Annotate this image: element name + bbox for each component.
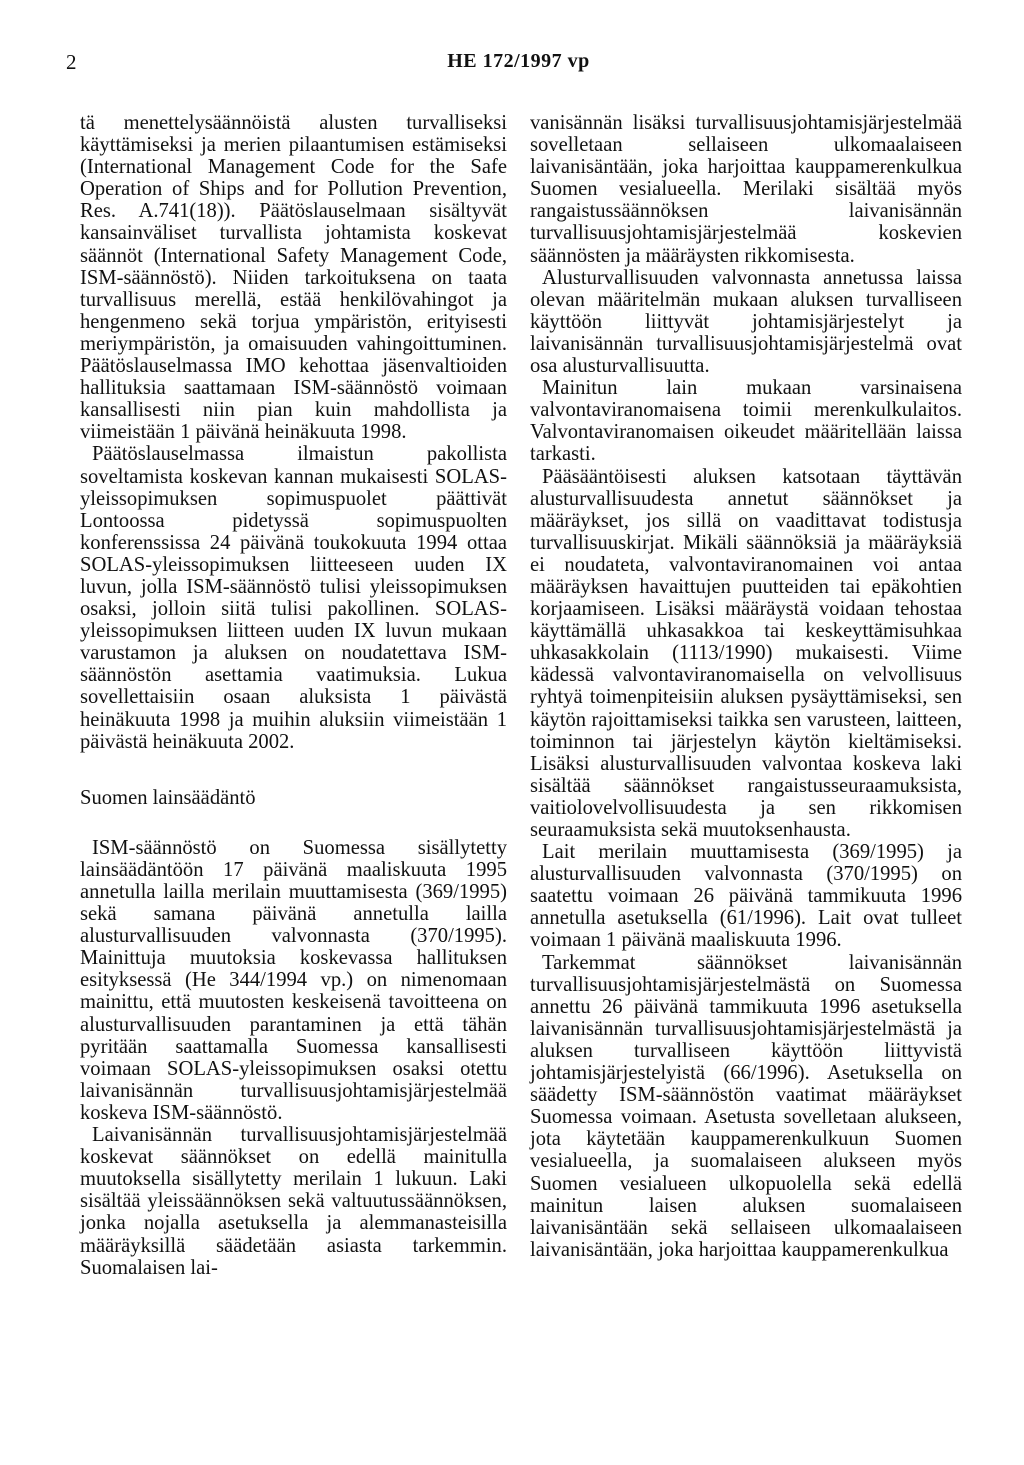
paragraph: vanisännän lisäksi turvallisuusjohtamisjärjestelmää sovelletaan sellaiseen ulkomaalaiseen laivanisäntään, joka harjoittaa kauppamerenkulkua Suomen vesialueella. Merilaki sisältää myös rangaistussäännöksen laivanisännän turvallisuusjohtamisjärjestelmää koskevien säännösten ja määräysten rikkomisesta. — [530, 112, 962, 267]
paragraph: Laivanisännän turvallisuusjohtamisjärjestelmää koskevat säännökset on edellä mainitulla muutoksella sisällytetty merilain 1 lukuun. Laki sisältää yleissäännöksen sekä valtuutussäännöksen, jonka nojalla asetuksella ja alemmanasteisilla määräyksillä säädetään asiasta tarkemmin. Suomalaisen lai- — [80, 1124, 507, 1279]
paragraph: Pääsääntöisesti aluksen katsotaan täyttävän alusturvallisuudesta annetut säännökset ja määräykset, jos sillä on vaadittavat todistusja turvallisuuskirjat. Mikäli säännöksiä ja määräyksiä ei noudateta, valvontaviranomainen voi antaa määräyksen havaittujen puutteiden tai epäkohtien korjaamiseen. Lisäksi määräystä voidaan tehostaa käyttämällä uhkasakkoa tai keskeyttämisuhkaa uhkasakkolain (1113/1990) mukaisesti. Viime kädessä valvontaviranomaisella on velvollisuus ryhtyä toimenpiteisiin aluksen pysäyttämiseksi, sen käytön rajoittamiseksi taikka sen varusteen, laitteen, toiminnon tai järjestelyn käytön kieltämiseksi. Lisäksi alusturvallisuuden valvontaa koskeva laki sisältää säännökset rangaistusseuraamuksista, vaitiolovelvollisuudesta ja sen rikkomisen seuraamuksista sekä muutoksenhausta. — [530, 465, 962, 841]
paragraph: Mainitun lain mukaan varsinaisena valvontaviranomaisena toimii merenkulkulaitos. Valvontaviranomaisen oikeudet määritellään laissa tarkasti. — [530, 377, 962, 466]
page-header — [66, 50, 971, 80]
page-number: 2 — [66, 50, 77, 74]
paragraph: ISM-säännöstö on Suomessa sisällytetty lainsäädäntöön 17 päivänä maaliskuuta 1995 annetulla lailla merilain muuttamisesta (369/1995) sekä samana päivänä annetulla lailla alusturvallisuuden valvonnasta (370/1995). Mainittuja muutoksia koskevassa hallituksen esityksessä (He 344/1994 vp.) on nimenomaan mainittu, että muutosten keskeisenä tavoitteena on alusturvallisuuden parantaminen ja että tähän pyritään saattamalla Suomessa kansallisesti voimaan SOLAS-yleissopimuksen osaksi otettu laivanisännän turvallisuusjohtamisjärjestelmää koskeva ISM-säännöstö. — [80, 836, 507, 1124]
paragraph: Alusturvallisuuden valvonnasta annetussa laissa olevan määritelmän mukaan aluksen turvalliseen käyttöön liittyvät johtamisjärjestelyt ja laivanisännän turvallisuusjohtamisjärjestelmä ovat osa alusturvallisuutta. — [530, 266, 962, 378]
left-column — [80, 112, 507, 1279]
paragraph: Päätöslauselmassa ilmaistun pakollista soveltamista koskevan kannan mukaisesti SOLAS-yleissopimuksen sopimuspuolet päättivät Lontoossa pidetyssä sopimuspuolten konferenssissa 24 päivänä toukokuuta 1994 ottaa SOLAS-yleissopimuksen liitteeseen uuden IX luvun, jolla ISM-säännöstö tulisi yleissopimuksen osaksi, jolloin siitä tulisi pakollinen. SOLAS-yleissopimuksen liitteen uuden IX luvun mukaan varustamon ja aluksen on noudatettava ISM-säännöstön asettamia vaatimuksia. Lukua sovellettaisiin osaan aluksista 1 päivästä heinäkuuta 1998 ja muihin aluksiin viimeistään 1 päivästä heinäkuuta 2002. — [80, 443, 507, 753]
document-id: HE 172/1997 vp — [447, 50, 590, 72]
paragraph: Lait merilain muuttamisesta (369/1995) ja alusturvallisuuden valvonnasta (370/1995) on saatettu voimaan 26 päivänä tammikuuta 1996 annetulla asetuksella (61/1996). Lait ovat tulleet voimaan 1 päivänä maaliskuuta 1996. — [530, 841, 962, 952]
right-column — [530, 112, 962, 1261]
section-heading: Suomen lainsäädäntö — [80, 786, 256, 809]
paragraph: tä menettelysäännöistä alusten turvalliseksi käyttämiseksi ja merien pilaantumisen estämiseksi (International Management Code for the Safe Operation of Ships and for Pollution Prevention, Res. A.741(18)). Päätöslauselmaan sisältyvät kansainväliset turvallista johtamista koskevat säännöt (International Safety Management Code, ISM-säännöstö). Niiden tarkoituksena on taata turvallisuus merellä, estää henkilövahingot ja hengenmeno sekä torjua ympäristön, erityisesti meriympäristön, ja omaisuuden vahingoittuminen. Päätöslauselmassa IMO kehottaa jäsenvaltioiden hallituksia saattamaan ISM-säännöstö voimaan kansallisesti niin pian kuin mahdollista ja viimeistään 1 päivänä heinäkuuta 1998. — [80, 112, 507, 444]
paragraph: Tarkemmat säännökset laivanisännän turvallisuusjohtamisjärjestelmästä on Suomessa annettu 26 päivänä tammikuuta 1996 asetuksella laivanisännän turvallisuusjohtamisjärjestelmästä ja aluksen turvalliseen käyttöön liittyvistä johtamisjärjestelyistä (66/1996). Asetuksella on säädetty ISM-säännöstön vaatimat määräykset Suomessa voimaan. Asetusta sovelletaan alukseen, jota käytetään kauppamerenkulkuun Suomen vesialueella, ja suomalaiseen alukseen myös Suomen vesialueen ulkopuolella sekä edellä mainitun laisen aluksen suomalaiseen laivanisäntään sekä sellaiseen ulkomaalaiseen laivanisäntään, joka harjoittaa kauppamerenkulkua — [530, 951, 962, 1261]
